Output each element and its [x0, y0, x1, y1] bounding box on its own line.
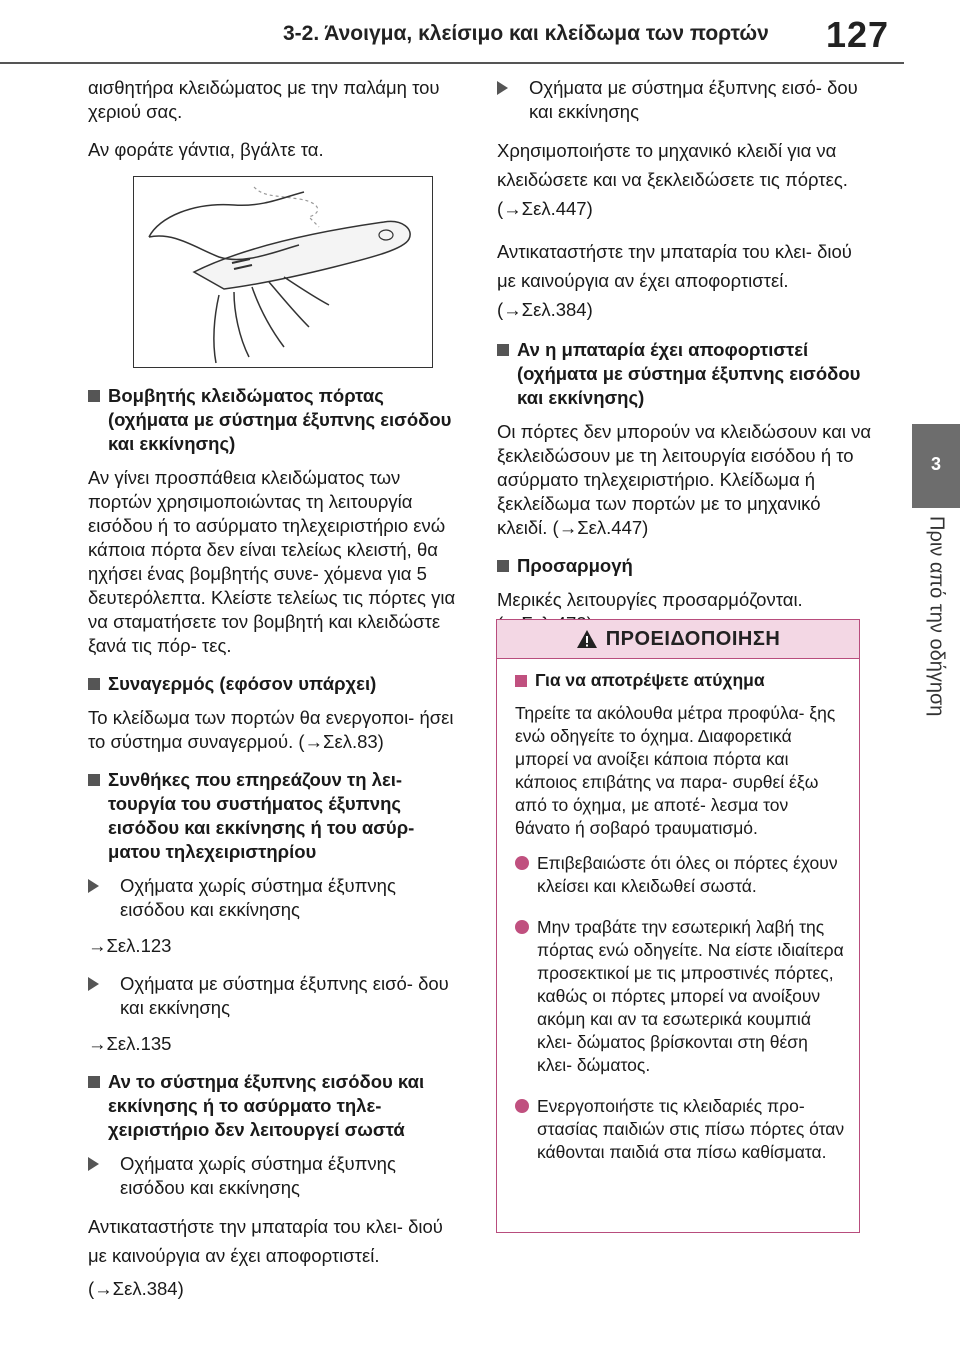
customization-paragraph: Μερικές λειτουργίες προσαρμόζονται. — [497, 589, 803, 610]
square-bullet-icon — [88, 390, 100, 402]
page-reference: →Σελ.123 — [88, 935, 172, 956]
warning-box — [496, 619, 860, 1233]
triangle-bullet-icon — [497, 81, 522, 95]
warning-header — [497, 620, 859, 659]
page-number: 127 — [826, 14, 890, 55]
section-heading-alarm: Συναγερμός (εφόσον υπάρχει) — [88, 672, 463, 696]
left-column — [88, 76, 463, 1317]
triangle-bullet-icon — [88, 1157, 113, 1171]
page-header — [0, 0, 960, 60]
square-bullet-icon — [88, 678, 100, 690]
chapter-caption-text: Πριν από την οδήγηση — [925, 516, 948, 717]
warning-body — [497, 659, 859, 1164]
section-heading-conditions: Συνθήκες που επηρεάζουν τη λει- τουργία του συστήματος έξυπνης εισόδου και εκκίνησης ή του ασύρ- ματου τηλεχειριστηρίου — [88, 768, 463, 864]
warning-title: ΠΡΟΕΙΔΟΠΟΙΗΣΗ — [605, 627, 781, 650]
hand-on-door-handle-icon — [134, 177, 432, 367]
section-title: 3-2. Άνοιγμα, κλείσιμο και κλείδωμα των πορτών — [283, 22, 769, 45]
section-heading-battery: Αν η μπαταρία έχει αποφορτιστεί (οχήματα με σύστημα έξυπνης εισόδου και εκκίνησης) — [497, 338, 872, 410]
glove-note: Αν φοράτε γάντια, βγάλτε τα. — [88, 139, 324, 160]
intro-paragraph: αισθητήρα κλειδώματος με την παλάμη του χεριού σας. — [88, 77, 440, 122]
battery-discharged-paragraph: Οι πόρτες δεν μπορούν να κλειδώσουν και να ξεκλειδώσουν με τη λειτουργία εισόδου ή το ασύρματο τηλεχειριστήριο. Κλείδωμα ή ξεκλείδωμα των πορτών με το μηχανικό κλειδί. (→Σελ.447) — [497, 421, 872, 538]
battery-paragraph: Αντικαταστήστε την μπαταρία του κλει- διού με καινούργια αν έχει αποφορτιστεί. (→Σελ.384) — [497, 241, 852, 320]
vehicle-variant-item: Οχήματα χωρίς σύστημα έξυπνης εισόδου και εκκίνησης — [88, 874, 463, 922]
chapter-caption — [912, 516, 960, 776]
circle-bullet-icon — [515, 1099, 529, 1113]
hand-sensor-illustration — [133, 176, 433, 368]
warning-subheading: Για να αποτρέψετε ατύχημα — [515, 669, 845, 692]
page-reference: (→Σελ.384) — [88, 1278, 184, 1299]
square-bullet-icon — [88, 774, 100, 786]
alarm-paragraph: Το κλείδωμα των πορτών θα ενεργοποι- ήσει το σύστημα συναγερμού. (→Σελ.83) — [88, 707, 454, 752]
section-heading-buzzer: Βομβητής κλειδώματος πόρτας (οχήματα με σύστημα έξυπνης εισόδου και εκκίνησης) — [88, 384, 463, 456]
warning-triangle-icon — [576, 629, 598, 649]
circle-bullet-icon — [515, 920, 529, 934]
square-bullet-icon — [497, 344, 509, 356]
section-heading-customization: Προσαρμογή — [497, 554, 872, 578]
buzzer-paragraph: Αν γίνει προσπάθεια κλειδώματος των πορτών χρησιμοποιώντας τη λειτουργία εισόδου ή το ασύρματο τηλεχειριστήριο ενώ κάποια πόρτα δεν είναι τελείως κλειστή, θα ηχήσει ένας βομβητής συνε- χόμενα για 5 δευτερόλεπτα. Κλείστε τελείως τις πόρτες για να σταματήσετε τον βομβητή και κλειδώστε ξανά τις πόρ- τες. — [88, 467, 456, 656]
warning-bullet: Επιβεβαιώστε ότι όλες οι πόρτες έχουν κλείσει και κλειδωθεί σωστά. — [515, 852, 845, 898]
vehicle-variant-item: Οχήματα χωρίς σύστημα έξυπνης εισόδου και εκκίνησης — [88, 1152, 463, 1200]
square-bullet-icon — [88, 1076, 100, 1088]
section-heading-malfunction: Αν το σύστημα έξυπνης εισόδου και εκκίνησης ή το ασύρματο τηλε- χειριστήριο δεν λειτουργεί σωστά — [88, 1070, 463, 1142]
circle-bullet-icon — [515, 856, 529, 870]
mechanical-key-paragraph: Χρησιμοποιήστε το μηχανικό κλειδί για να κλειδώσετε και να ξεκλειδώσετε τις πόρτες. (→Σελ.447) — [497, 140, 848, 219]
chapter-number: 3 — [930, 454, 941, 474]
right-column — [497, 76, 872, 650]
page-reference: →Σελ.135 — [88, 1033, 172, 1054]
warning-bullet: Ενεργοποιήστε τις κλειδαριές προ- στασίας παιδιών στις πίσω πόρτες όταν κάθονται παιδιά στα πίσω καθίσματα. — [515, 1095, 845, 1164]
battery-paragraph: Αντικαταστήστε την μπαταρία του κλει- διού με καινούργια αν έχει αποφορτιστεί. — [88, 1216, 443, 1266]
chapter-tab — [912, 424, 960, 508]
vehicle-variant-item: Οχήματα με σύστημα έξυπνης εισό- δου και εκκίνησης — [497, 76, 872, 124]
warning-bullet: Μην τραβάτε την εσωτερική λαβή της πόρτας ενώ οδηγείτε. Να είστε ιδιαίτερα προσεκτικοί με τις μπροστινές πόρτες, καθώς οι πόρτες μπορεί να ανοίξουν ακόμη και αν τα εσωτερικά κουμπιά κλει- δώματος βρίσκονται στη θέση κλει- δώματος. — [515, 916, 845, 1077]
header-divider — [0, 62, 904, 64]
triangle-bullet-icon — [88, 879, 113, 893]
square-bullet-icon — [515, 675, 527, 687]
triangle-bullet-icon — [88, 977, 113, 991]
vehicle-variant-item: Οχήματα με σύστημα έξυπνης εισό- δου και εκκίνησης — [88, 972, 463, 1020]
square-bullet-icon — [497, 560, 509, 572]
warning-intro: Τηρείτε τα ακόλουθα μέτρα προφύλα- ξης ενώ οδηγείτε το όχημα. Διαφορετικά μπορεί να ανοίξει κάποια πόρτα και κάποιος επιβάτης να παρα- συρθεί έξω από το όχημα, με αποτέ- λεσμα τον θάνατο ή σοβαρό τραυματισμό. — [515, 703, 836, 838]
